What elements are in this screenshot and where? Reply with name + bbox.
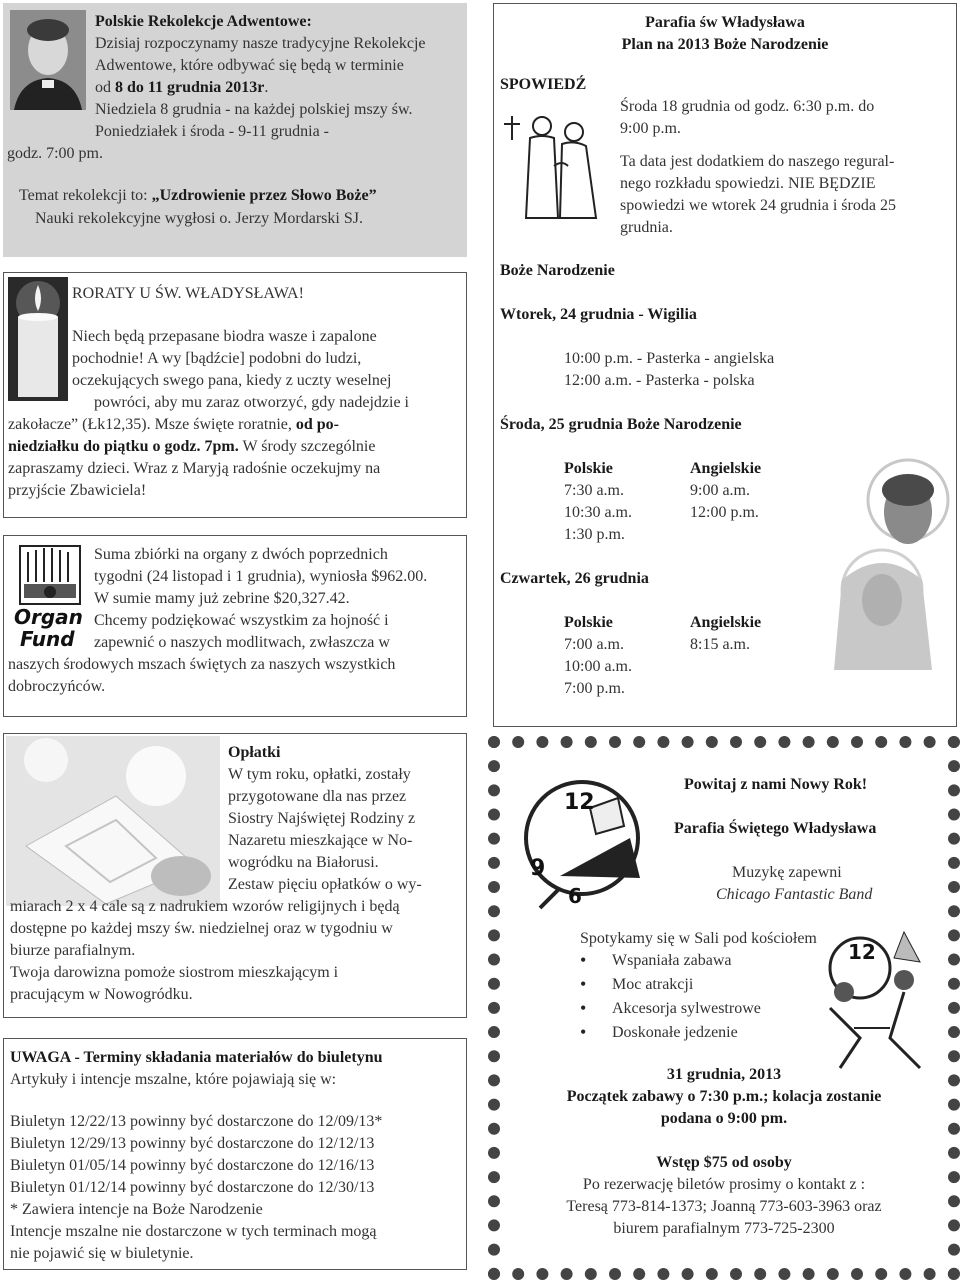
oplatki-title: Opłatki [228, 744, 281, 761]
oplatki-line: W tym roku, opłatki, zostały [228, 766, 411, 783]
candle-photo [8, 277, 68, 401]
roraty-bold: od po- [295, 416, 339, 433]
spowiedz-label: SPOWIEDŹ [500, 76, 587, 93]
czw-col-en: Angielskie [690, 614, 762, 631]
clock-9: 9 [530, 856, 546, 881]
dates-bold: 8 do 11 grudnia 2013r [115, 79, 265, 96]
organ-word: Organ [14, 605, 83, 629]
uwaga-line: nie pojawić się w biuletynie. [10, 1245, 194, 1262]
deadline-item: Biuletyn 12/29/13 powinny być dostarczone do 12/12/13 [10, 1135, 375, 1152]
dates-suffix: . [264, 79, 269, 96]
wigilia-label: Wtorek, 24 grudnia - Wigilia [500, 306, 697, 323]
sroda-pl-time: 10:30 a.m. [564, 504, 632, 521]
sroda-col-pl: Polskie [564, 460, 613, 477]
holy-family-illustration [828, 450, 956, 670]
rekolekcje-section [3, 3, 467, 257]
contact-line: Po rezerwację biletów prosimy o kontakt z : [582, 1176, 866, 1193]
rekolekcje-dates [95, 77, 268, 98]
contact-line: biurem parafialnym 773-725-2300 [613, 1220, 835, 1237]
roraty-line: zapraszamy dzieci. Wraz z Maryją radośnie oczekujmy na [8, 460, 381, 477]
spowiedz-line: 9:00 p.m. [620, 120, 681, 137]
czw-en-time: 8:15 a.m. [690, 636, 750, 653]
spowiedz-line: grudnia. [620, 219, 673, 236]
uwaga-line: Intencje mszalne nie dostarczone w tych terminach mogą [10, 1223, 377, 1240]
czw-pl-time: 10:00 a.m. [564, 658, 632, 675]
czw-pl-time: 7:00 a.m. [564, 636, 624, 653]
czw-col-pl: Polskie [564, 614, 613, 631]
organ-line: zapewnić o naszych modlitwach, zwłaszcza w [94, 634, 390, 651]
event-dinner: podana o 9:00 pm. [660, 1110, 788, 1127]
clock-6: 6 [568, 884, 582, 908]
oplatki-line: miarach 2 x 4 cale są z nadrukiem wzorów religijnych i będą [10, 898, 400, 915]
deadline-item: Biuletyn 12/22/13 powinny być dostarczone do 12/09/13* [10, 1113, 383, 1130]
roraty-line: Niech będą przepasane biodra wasze i zapalone [72, 328, 377, 345]
organ-line: tygodni (24 listopad i 1 grudnia), wyniosła $962.00. [94, 568, 428, 585]
czw-pl-time: 7:00 p.m. [564, 680, 625, 697]
organ-fund-section [3, 535, 467, 717]
deadline-item: Biuletyn 01/12/14 powinny być dostarczone do 12/30/13 [10, 1179, 375, 1196]
oplatki-line: przygotowane dla nas przez [228, 788, 407, 805]
theme-bold: „Uzdrowienie przez Słowo Boże” [151, 187, 377, 204]
rekolekcje-theme [19, 185, 377, 206]
meeting-place: Spotykamy się w Sali pod kościołem [580, 930, 817, 947]
roraty-line: oczekujących swego pana, kiedy z uczty weselnej [72, 372, 392, 389]
uwaga-subtitle: Artykuły i intencje mszalne, które pojawiają się w: [10, 1071, 337, 1088]
organ-line: naszych środowych mszach świętych za naszych wszystkich [8, 656, 396, 673]
feature-bullet: • Moc atrakcji [612, 974, 693, 995]
oplatki-line: Zestaw pięciu opłatków o wy- [228, 876, 422, 893]
fund-word: Fund [20, 627, 75, 651]
feature-bullet: • Doskonałe jedzenie [612, 1022, 738, 1043]
roraty-line [8, 436, 375, 457]
schedule-subtitle: Plan na 2013 Boże Narodzenie [621, 36, 829, 53]
priest-photo [10, 10, 86, 110]
spowiedz-line: spowiedzi we wtorek 24 grudnia i środa 25 [620, 197, 896, 214]
rekolekcje-line: Dzisiaj rozpoczynamy nasze tradycyjne Rekolekcje [95, 35, 426, 52]
sroda-en-time: 12:00 p.m. [690, 504, 759, 521]
roraty-section [3, 272, 467, 518]
feature-bullet: • Akcesorja sylwestrowe [612, 998, 761, 1019]
oplatki-section [3, 733, 467, 1018]
christmas-schedule-section [493, 3, 957, 727]
rekolekcje-title: Polskie Rekolekcje Adwentowe: [95, 13, 312, 30]
roraty-text: W środy szczególnie [238, 438, 376, 455]
confession-illustration [502, 108, 606, 226]
wigilia-mass: 10:00 p.m. - Pasterka - angielska [564, 350, 775, 367]
dates-prefix: od [95, 79, 115, 96]
bn-label: Boże Narodzenie [500, 262, 615, 279]
nowy-rok-section [488, 736, 960, 1280]
spowiedz-line: nego rozkładu spowiedzi. NIE BĘDZIE [620, 175, 876, 192]
music-line: Muzykę zapewni [732, 864, 842, 881]
band-name: Chicago Fantastic Band [716, 886, 873, 903]
oplatki-line: Nazaretu mieszkające w No- [228, 832, 413, 849]
oplatki-line: pracującym w Nowogródku. [10, 986, 193, 1003]
roraty-text: zakołacze” (Łk12,35). Msze święte roratnie, [8, 416, 296, 433]
uwaga-title: UWAGA - Terminy składania materiałów do biuletynu [10, 1049, 383, 1066]
roraty-title: RORATY U ŚW. WŁADYSŁAWA! [72, 285, 304, 302]
entry-price: Wstęp $75 od osoby [656, 1154, 792, 1171]
parish-name: Parafia Świętego Władysława [674, 820, 877, 837]
oplatki-line: dostępne po każdej mszy św. niedzielnej oraz w tygodniu w [10, 920, 393, 937]
schedule-title: Parafia św Władysława [645, 14, 805, 31]
sroda-pl-time: 1:30 p.m. [564, 526, 625, 543]
roraty-bold: niedziałku do piątku o godz. 7pm. [8, 438, 239, 455]
new-year-clock-illustration [520, 768, 650, 918]
roraty-line: przyjście Zbawiciela! [8, 482, 147, 499]
clock2-12: 12 [848, 940, 876, 964]
event-start: Początek zabawy o 7:30 p.m.; kolacja zostanie [566, 1088, 882, 1105]
organ-fund-logo [12, 542, 92, 652]
sroda-label: Środa, 25 grudnia Boże Narodzenie [500, 416, 742, 433]
deadline-item: Biuletyn 01/05/14 powinny być dostarczone do 12/16/13 [10, 1157, 375, 1174]
wigilia-mass: 12:00 a.m. - Pasterka - polska [564, 372, 755, 389]
organ-line: dobroczyńców. [8, 678, 106, 695]
organ-line: Chcemy podziękować wszystkim za hojność i [94, 612, 389, 629]
sroda-pl-time: 7:30 a.m. [564, 482, 624, 499]
spowiedz-line: Ta data jest dodatkiem do naszego regural- [620, 153, 895, 170]
feature-bullet: • Wspaniała zabawa [612, 950, 731, 971]
sroda-col-en: Angielskie [690, 460, 762, 477]
rekolekcje-line: Adwentowe, które odbywać się będą w terminie [95, 57, 404, 74]
uwaga-note: * Zawiera intencje na Boże Narodzenie [10, 1201, 263, 1218]
rekolekcje-line: Poniedziałek i środa - 9-11 grudnia - [95, 123, 330, 140]
rekolekcje-speaker: Nauki rekolekcyjne wygłosi o. Jerzy Mordarski SJ. [35, 210, 363, 227]
contact-line: Teresą 773-814-1373; Joanną 773-603-3963 oraz [566, 1198, 882, 1215]
oplatki-line: biurze parafialnym. [10, 942, 136, 959]
oplatki-line: Twoja darowizna pomoże siostrom mieszkającym i [10, 964, 339, 981]
rekolekcje-line: Niedziela 8 grudnia - na każdej polskiej mszy św. [95, 101, 413, 118]
dancers-illustration [800, 928, 950, 1078]
event-date: 31 grudnia, 2013 [666, 1066, 782, 1083]
spowiedz-line: Środa 18 grudnia od godz. 6:30 p.m. do [620, 98, 875, 115]
oplatki-line: Siostry Najświętej Rodziny z [228, 810, 416, 827]
oplatki-line: wogródku na Białorusi. [228, 854, 379, 871]
uwaga-section [3, 1038, 467, 1270]
organ-line: W sumie mamy już zebrine $20,327.42. [94, 590, 350, 607]
oplatki-photo [6, 736, 220, 906]
roraty-line: pochodnie! A wy [bądźcie] podobni do ludzi, [72, 350, 362, 367]
roraty-line: powróci, aby mu zaraz otworzyć, gdy nadejdzie i [94, 394, 409, 411]
sroda-en-time: 9:00 a.m. [690, 482, 750, 499]
clock-12: 12 [564, 790, 595, 815]
rekolekcje-line: godz. 7:00 pm. [7, 145, 103, 162]
czwartek-label: Czwartek, 26 grudnia [500, 570, 649, 587]
roraty-line [8, 414, 339, 435]
nowy-rok-title: Powitaj z nami Nowy Rok! [684, 776, 868, 793]
organ-line: Suma zbiórki na organy z dwóch poprzednich [94, 546, 388, 563]
theme-prefix: Temat rekolekcji to: [19, 187, 152, 204]
